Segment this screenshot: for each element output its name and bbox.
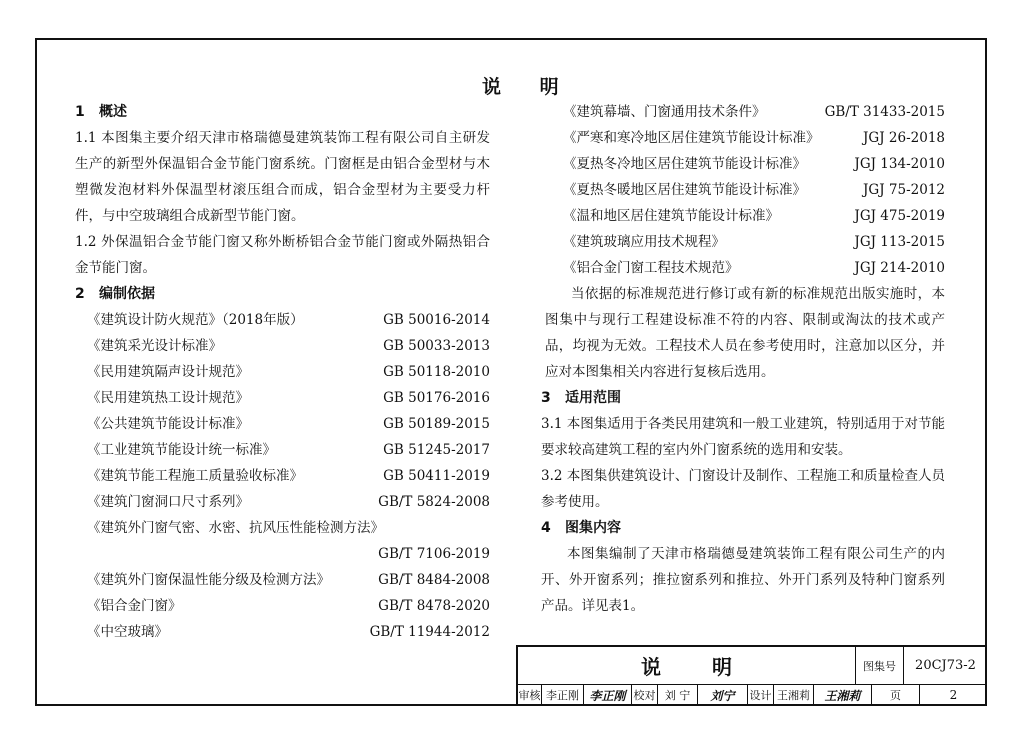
section-1-heading <box>75 99 490 125</box>
title-block <box>516 645 987 706</box>
reference-item <box>75 437 490 463</box>
section-3-1-text: 3.1 本图集适用于各类民用建筑和一般工业建筑，特别适用于对节能要求较高建筑工程的室内外门窗系统的选用和安装。 <box>541 416 945 458</box>
right-column <box>541 99 945 619</box>
checker-name: 刘 宁 <box>658 684 698 706</box>
reference-name: 《工业建筑节能设计统一标准》 <box>87 442 276 458</box>
reference-name: 《建筑门窗洞口尺寸系列》 <box>87 494 249 510</box>
left-column <box>75 99 490 645</box>
section-3-title: 适用范围 <box>565 390 621 406</box>
reference-item <box>545 229 945 255</box>
designer-name: 王湘莉 <box>774 684 814 706</box>
title-block-top-row <box>518 647 987 685</box>
reference-item <box>545 125 945 151</box>
reference-name: 《夏热冬冷地区居住建筑节能设计标准》 <box>563 156 806 172</box>
section-4-number: 4 <box>541 520 551 536</box>
checker-signature: 刘宁 <box>698 684 748 706</box>
reference-name: 《建筑采光设计标准》 <box>87 338 222 354</box>
page-number: 2 <box>949 688 958 702</box>
section-2-heading <box>75 281 490 307</box>
reviewer-signature: 李正刚 <box>584 684 632 706</box>
reference-name: 《铝合金门窗》 <box>87 598 182 614</box>
reference-code: GB 50118-2010 <box>383 364 490 380</box>
reference-code: JGJ 475-2019 <box>854 208 945 224</box>
title-block-title: 说 明 <box>518 647 856 684</box>
section-4-title: 图集内容 <box>565 520 621 536</box>
reference-name: 《铝合金门窗工程技术规范》 <box>563 260 739 276</box>
title-block-sign-row <box>518 684 987 706</box>
reference-name: 《夏热冬暖地区居住建筑节能设计标准》 <box>563 182 806 198</box>
reference-name: 《建筑玻璃应用技术规程》 <box>563 234 725 250</box>
section-3-2-text: 3.2 本图集供建筑设计、门窗设计及制作、工程施工和质量检查人员参考使用。 <box>541 468 945 510</box>
section-1-number: 1 <box>75 104 85 120</box>
reference-item <box>75 385 490 411</box>
reference-item <box>75 411 490 437</box>
section-2-title: 编制依据 <box>99 286 155 302</box>
reference-code: GB 50411-2019 <box>383 468 490 484</box>
section-1-2-text: 1.2 外保温铝合金节能门窗又称外断桥铝合金节能门窗或外隔热铝合金节能门窗。 <box>75 234 490 276</box>
reference-name: 《建筑外门窗气密、水密、抗风压性能检测方法》 <box>87 520 384 536</box>
atlas-number-label: 图集号 <box>856 647 904 684</box>
reference-name: 《民用建筑热工设计规范》 <box>87 390 249 406</box>
atlas-number: 20CJ73-2 <box>915 658 976 673</box>
reference-name: 《建筑幕墙、门窗通用技术条件》 <box>563 104 766 120</box>
reference-code: GB 50016-2014 <box>383 312 490 328</box>
reference-code: GB/T 8478-2020 <box>378 598 490 614</box>
section-3-number: 3 <box>541 390 551 406</box>
standards-note: 当依据的标准规范进行修订或有新的标准规范出版实施时，本图集中与现行工程建设标准不符的内容、限制或淘汰的技术或产品，均视为无效。工程技术人员在参考使用时，注意加以区分，并应对本图集相关内容进行复核后选用。 <box>545 286 945 380</box>
reference-code: GB/T 11944-2012 <box>369 624 490 640</box>
reference-name: 《公共建筑节能设计标准》 <box>87 416 249 432</box>
reference-item <box>75 489 490 515</box>
reference-name: 《严寒和寒冷地区居住建筑节能设计标准》 <box>563 130 820 146</box>
reference-code: GB/T 31433-2015 <box>824 104 945 120</box>
check-label: 校对 <box>632 684 658 706</box>
reference-item <box>75 307 490 333</box>
reference-code: GB 50189-2015 <box>383 416 490 432</box>
designer-signature: 王湘莉 <box>814 684 872 706</box>
reference-name: 《温和地区居住建筑节能设计标准》 <box>563 208 779 224</box>
reference-code: GB 51245-2017 <box>383 442 490 458</box>
reference-item <box>545 151 945 177</box>
reference-item <box>545 99 945 125</box>
section-4-text: 本图集编制了天津市格瑞德曼建筑装饰工程有限公司生产的内开、外开窗系列；推拉窗系列和推拉、外开门系列及特种门窗系列产品。详见表1。 <box>541 546 945 614</box>
reference-item <box>75 463 490 489</box>
reference-item <box>545 177 945 203</box>
reference-item <box>75 593 490 619</box>
review-label: 审核 <box>518 684 542 706</box>
reference-code: GB 50033-2013 <box>383 338 490 354</box>
reference-code: GB/T 5824-2008 <box>378 494 490 510</box>
section-3-heading <box>541 385 945 411</box>
section-4-heading <box>541 515 945 541</box>
reference-item <box>75 567 490 593</box>
reference-name: 《建筑设计防火规范》（2018年版） <box>87 312 304 328</box>
reference-item <box>75 619 490 645</box>
section-1-1-text: 1.1 本图集主要介绍天津市格瑞德曼建筑装饰工程有限公司自主研发生产的新型外保温铝合金节能门窗系统。门窗框是由铝合金型材与木塑微发泡材料外保温型材滚压组合而成，铝合金型材为主要受力杆件，与中空玻璃组合成新型节能门窗。 <box>75 130 490 224</box>
section-1-title: 概述 <box>99 104 127 120</box>
reference-item <box>545 203 945 229</box>
reference-name: 《民用建筑隔声设计规范》 <box>87 364 249 380</box>
reference-item <box>75 359 490 385</box>
reviewer-name: 李正刚 <box>542 684 584 706</box>
reference-name: 《建筑外门窗保温性能分级及检测方法》 <box>87 572 330 588</box>
reference-item <box>545 255 945 281</box>
reference-code: JGJ 75-2012 <box>863 182 945 198</box>
reference-code: GB/T 7106-2019 <box>378 546 490 562</box>
reference-item <box>75 333 490 359</box>
design-label: 设计 <box>748 684 774 706</box>
reference-name: 《中空玻璃》 <box>87 624 168 640</box>
reference-code: JGJ 214-2010 <box>854 260 945 276</box>
reference-code: GB/T 8484-2008 <box>378 572 490 588</box>
page-label: 页 <box>872 684 920 706</box>
reference-code: GB 50176-2016 <box>383 390 490 406</box>
reference-code: JGJ 26-2018 <box>863 130 945 146</box>
page-title: 说 明 <box>482 76 575 98</box>
reference-name: 《建筑节能工程施工质量验收标准》 <box>87 468 303 484</box>
reference-code: JGJ 113-2015 <box>854 234 945 250</box>
section-2-number: 2 <box>75 286 85 302</box>
reference-item <box>75 515 490 567</box>
reference-code: JGJ 134-2010 <box>854 156 945 172</box>
